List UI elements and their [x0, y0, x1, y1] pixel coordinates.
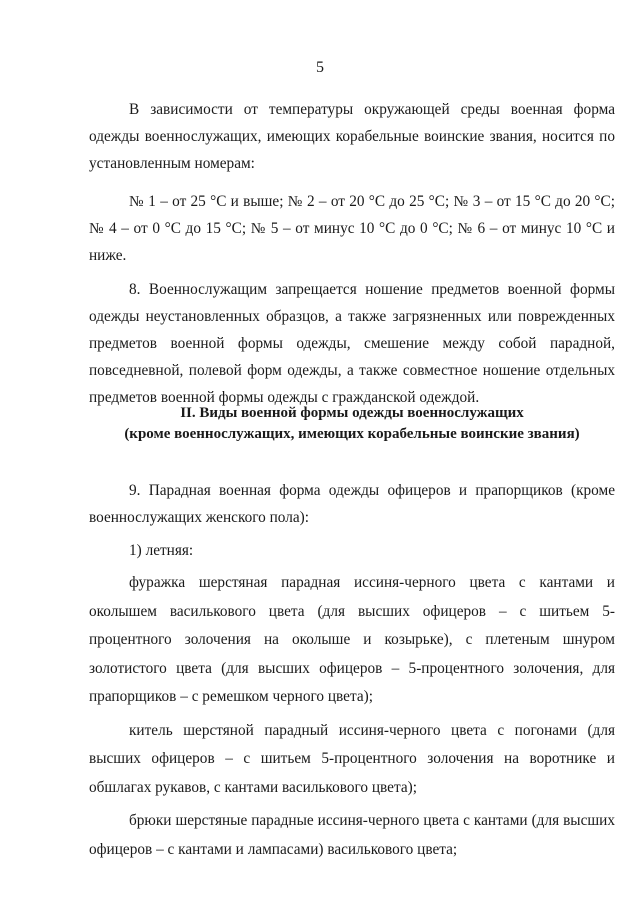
paragraph-9: 9. Парадная военная форма одежды офицеров и прапорщиков (кроме военнослужащих женского пола): — [89, 482, 615, 526]
section-heading-line-1: II. Виды военной формы одежды военнослужащих — [180, 405, 524, 421]
paragraph-uniform-numbers: № 1 – от 25 °С и выше; № 2 – от 20 °С до 25 °С; № 3 – от 15 °С до 20 °С; № 4 – от 0 °С до 15 °С; № 5 – от минус 10 °С до 0 °С; № 6 – от минус 10 °С и ниже. — [89, 193, 615, 264]
paragraph-intro: В зависимости от температуры окружающей среды военная форма одежды военнослужащих, имеющих корабельные воинские звания, носится по установленным номерам: — [89, 101, 615, 172]
item-tunic: китель шерстяной парадный иссиня-черного цвета с погонами (для высших офицеров – с шитьем 5-процентного золочения на воротнике и обшлагах рукавов, с кантами василькового цвета); — [89, 721, 615, 796]
paragraph-8: 8. Военнослужащим запрещается ношение предметов военной формы одежды неустановленных образцов, а также загрязненных или поврежденных предметов военной формы одежды, смешение между собой парадной, повседневной, полевой форм одежды, а также совместное ношение отдельных предметов военной формы одежды с гражданской одеждой. — [89, 281, 615, 406]
page-number: 5 — [316, 59, 324, 76]
item-trousers: брюки шерстяные парадные иссиня-черного цвета с кантами (для высших офицеров – с кантами и лампасами) василькового цвета; — [89, 812, 615, 858]
section-heading-line-2: (кроме военнослужащих, имеющих корабельные воинские звания) — [124, 426, 580, 442]
upper-text-block — [89, 96, 615, 411]
item-summer: 1) летняя: — [129, 542, 194, 559]
item-cap: фуражка шерстяная парадная иссиня-черного цвета с кантами и околышем василькового цвета (для высших офицеров – с шитьем 5-процентного золочения на околыше и козырьке), с плетеным шнуром золотистого цвета (для высших офицеров – 5-процентного золочения, для прапорщиков – с ремешком черного цвета); — [89, 574, 615, 705]
lower-text-block — [89, 477, 615, 864]
section-heading — [89, 403, 615, 445]
